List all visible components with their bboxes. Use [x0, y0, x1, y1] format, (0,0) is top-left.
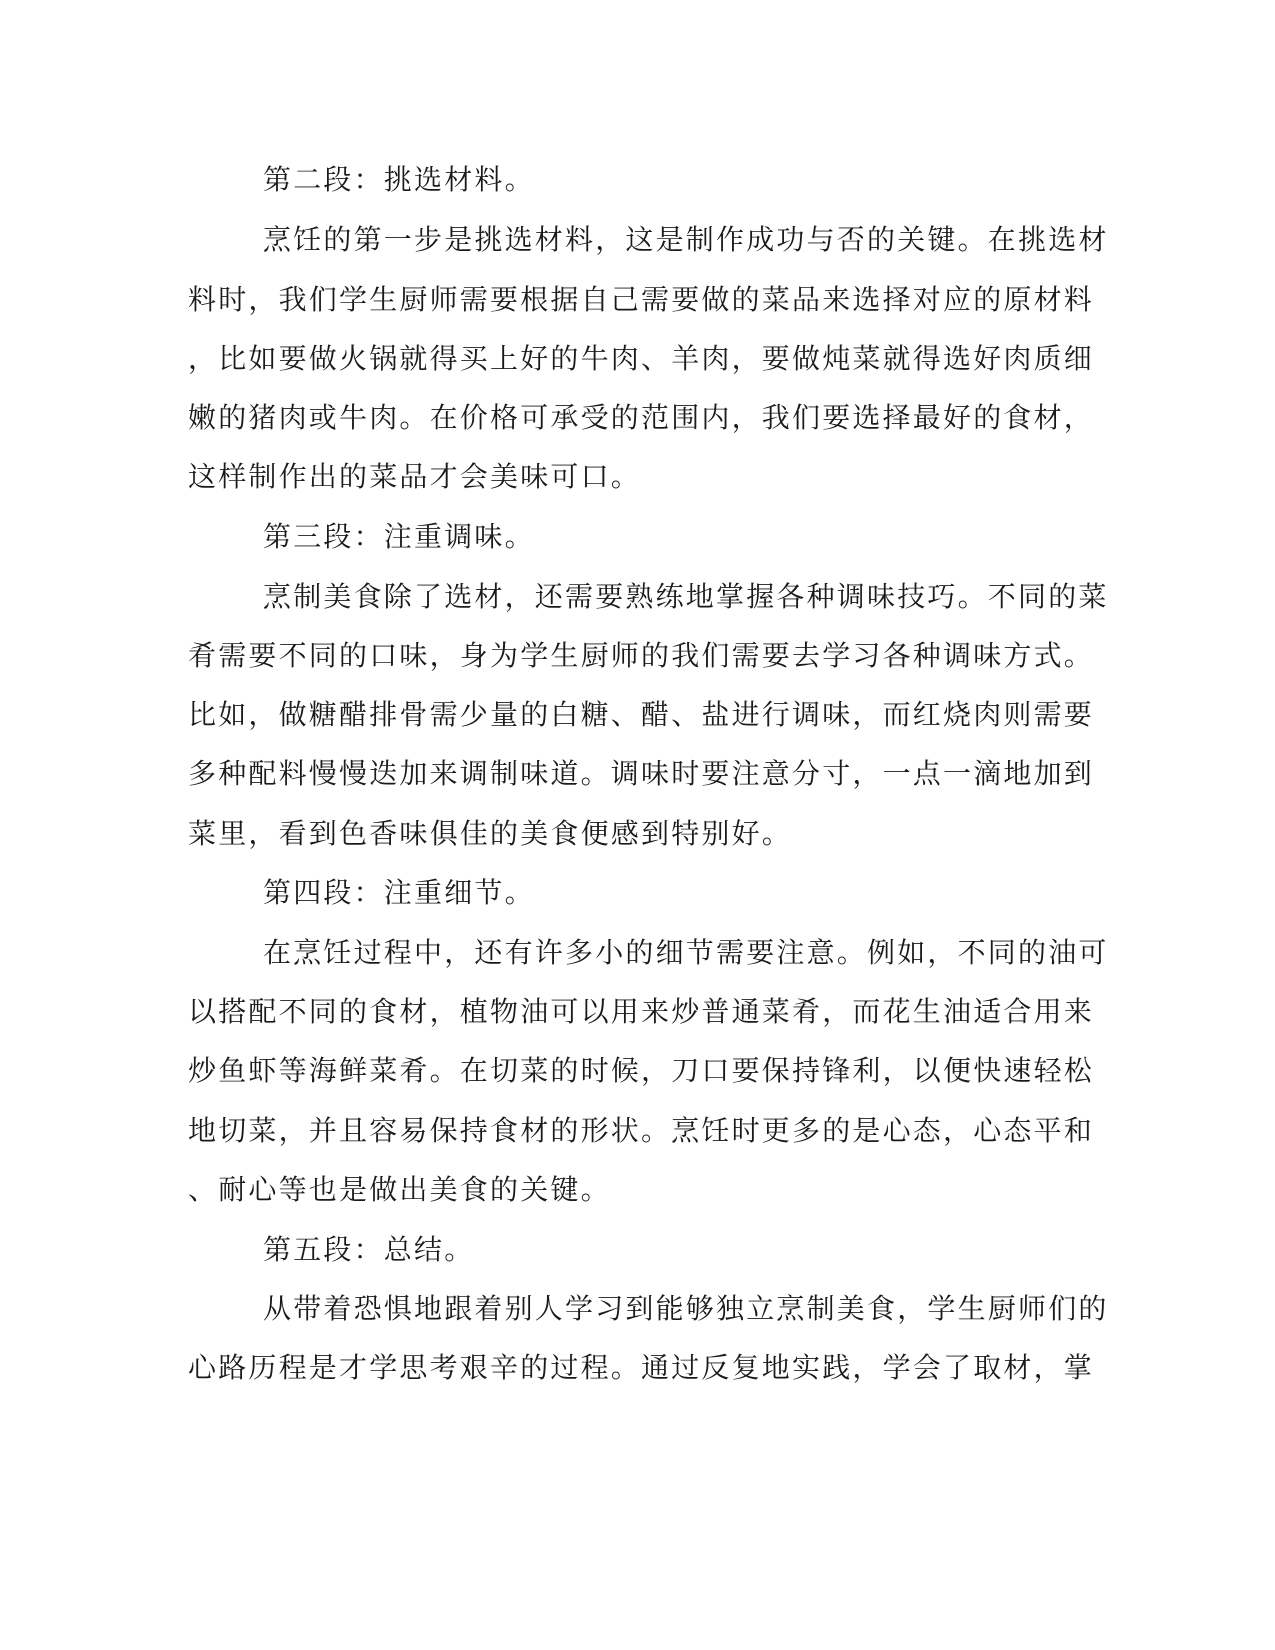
paragraph-line: 这样制作出的菜品才会美味可口。: [188, 460, 642, 493]
paragraph-line: 比如，做糖醋排骨需少量的白糖、醋、盐进行调味，而红烧肉则需要: [188, 698, 1095, 731]
paragraph-line: 地切菜，并且容易保持食材的形状。烹饪时更多的是心态，心态平和: [188, 1114, 1095, 1147]
paragraph-line: 菜里，看到色香味俱佳的美食便感到特别好。: [188, 817, 793, 850]
section-heading-4: 第四段：注重细节。: [263, 876, 535, 909]
section-heading-5: 第五段：总结。: [263, 1233, 475, 1266]
paragraph-line: ，比如要做火锅就得买上好的牛肉、羊肉，要做炖菜就得选好肉质细: [188, 342, 1095, 375]
section-heading-2: 第二段：挑选材料。: [263, 163, 535, 196]
paragraph-line: 在烹饪过程中，还有许多小的细节需要注意。例如，不同的油可: [263, 936, 1109, 969]
paragraph-line: 烹制美食除了选材，还需要熟练地掌握各种调味技巧。不同的菜: [263, 580, 1109, 613]
section-heading-3: 第三段：注重调味。: [263, 520, 535, 553]
paragraph-line: 肴需要不同的口味，身为学生厨师的我们需要去学习各种调味方式。: [188, 639, 1095, 672]
paragraph-line: 炒鱼虾等海鲜菜肴。在切菜的时候，刀口要保持锋利，以便快速轻松: [188, 1054, 1095, 1087]
paragraph-line: 烹饪的第一步是挑选材料，这是制作成功与否的关键。在挑选材: [263, 223, 1109, 256]
paragraph-line: 多种配料慢慢迭加来调制味道。调味时要注意分寸，一点一滴地加到: [188, 757, 1095, 790]
paragraph-line: 从带着恐惧地跟着别人学习到能够独立烹制美食，学生厨师们的: [263, 1292, 1109, 1325]
paragraph-line: 心路历程是才学思考艰辛的过程。通过反复地实践，学会了取材，掌: [188, 1351, 1095, 1384]
paragraph-line: 、耐心等也是做出美食的关键。: [188, 1173, 611, 1206]
paragraph-line: 嫩的猪肉或牛肉。在价格可承受的范围内，我们要选择最好的食材，: [188, 401, 1095, 434]
paragraph-line: 料时，我们学生厨师需要根据自己需要做的菜品来选择对应的原材料: [188, 283, 1095, 316]
paragraph-line: 以搭配不同的食材，植物油可以用来炒普通菜肴，而花生油适合用来: [188, 995, 1095, 1028]
